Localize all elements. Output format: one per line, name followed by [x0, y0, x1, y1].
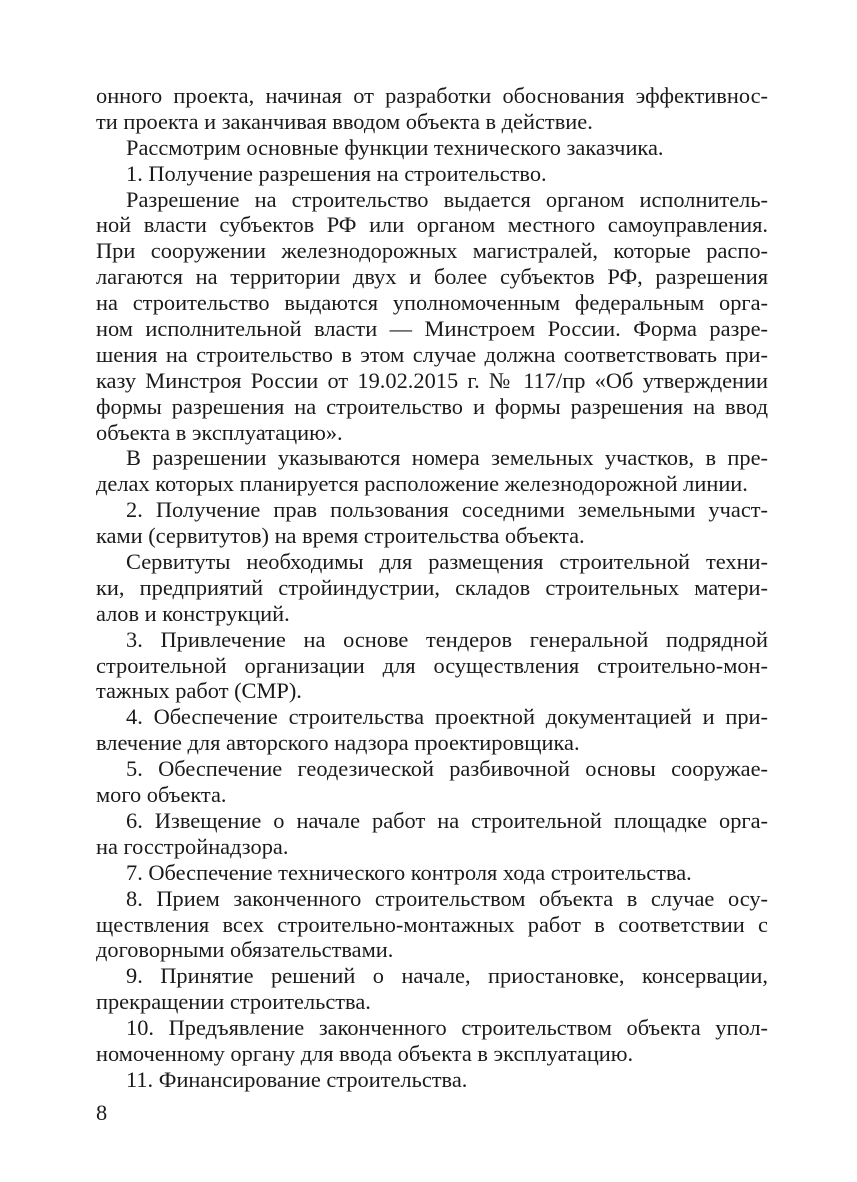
text-line: 9. Принятие решений о начале, приостановке, консервации, — [126, 963, 768, 989]
text-line: онного проекта, начиная от разработки обоснования эффективнос- — [96, 83, 768, 108]
text-line: 11. Финансирование строительства. — [126, 1066, 468, 1092]
text-line: формы разрешения на строительство и формы разрешения на ввод — [96, 393, 768, 419]
text-line: договорными обязательствами. — [96, 937, 394, 963]
page-body — [96, 83, 768, 1093]
text-line: ками (сервитутов) на время строительства объекта. — [96, 523, 585, 549]
text-line: 2. Получение прав пользования соседними земельными участ- — [126, 497, 768, 523]
text-line: ти проекта и заканчивая вводом объекта в действие. — [96, 108, 593, 134]
text-line: номоченному органу для ввода объекта в эксплуатацию. — [96, 1040, 634, 1066]
text-line: на госстройнадзора. — [96, 833, 289, 859]
text-line: Рассмотрим основные функции технического заказчика. — [126, 134, 664, 160]
text-line: казу Минстроя России от 19.02.2015 г. № 117/пр «Об утверждении — [96, 367, 768, 393]
text-line: влечение для авторского надзора проектировщика. — [96, 730, 580, 756]
text-line: При сооружении железнодорожных магистралей, которые распо- — [96, 238, 768, 264]
text-line: лагаются на территории двух и более субъектов РФ, разрешения — [96, 264, 768, 290]
text-line: ной власти субъектов РФ или органом местного самоуправления. — [96, 212, 768, 238]
text-line: В разрешении указываются номера земельных участков, в пре- — [126, 445, 768, 471]
text-line: 1. Получение разрешения на строительство. — [126, 160, 547, 186]
page-number: 8 — [96, 1100, 108, 1125]
text-line: 6. Извещение о начале работ на строительной площадке орга- — [126, 807, 768, 833]
text-line: ки, предприятий стройиндустрии, складов строительных матери- — [96, 574, 768, 600]
text-line: 7. Обеспечение технического контроля хода строительства. — [126, 859, 692, 885]
text-line: мого объекта. — [96, 782, 227, 808]
text-line: 8. Прием законченного строительством объекта в случае осу- — [126, 885, 768, 911]
text-line: делах которых планируется расположение железнодорожной линии. — [96, 471, 748, 497]
text-line: 10. Предъявление законченного строительством объекта упол- — [126, 1015, 768, 1041]
text-line: ном исполнительной власти — Минстроем России. Форма разре- — [96, 316, 768, 342]
text-line: Разрешение на строительство выдается органом исполнитель- — [126, 186, 768, 212]
text-line: алов и конструкций. — [96, 600, 290, 626]
text-line: на строительство выдаются уполномоченным федеральным орга- — [96, 290, 768, 316]
text-line: объекта в эксплуатацию». — [96, 419, 343, 445]
text-line: 4. Обеспечение строительства проектной документацией и при- — [126, 704, 768, 730]
text-line: шения на строительство в этом случае должна соответствовать при- — [96, 341, 768, 367]
text-line: Сервитуты необходимы для размещения строительной техни- — [126, 549, 768, 575]
text-line: ществления всех строительно-монтажных работ в соответствии с — [96, 911, 768, 937]
text-line: 3. Привлечение на основе тендеров генеральной подрядной — [126, 626, 768, 652]
text-line: тажных работ (СМР). — [96, 678, 302, 704]
text-line: строительной организации для осуществления строительно-мон- — [96, 652, 768, 678]
text-line: прекращении строительства. — [96, 989, 371, 1015]
text-line: 5. Обеспечение геодезической разбивочной основы сооружае- — [126, 756, 768, 782]
